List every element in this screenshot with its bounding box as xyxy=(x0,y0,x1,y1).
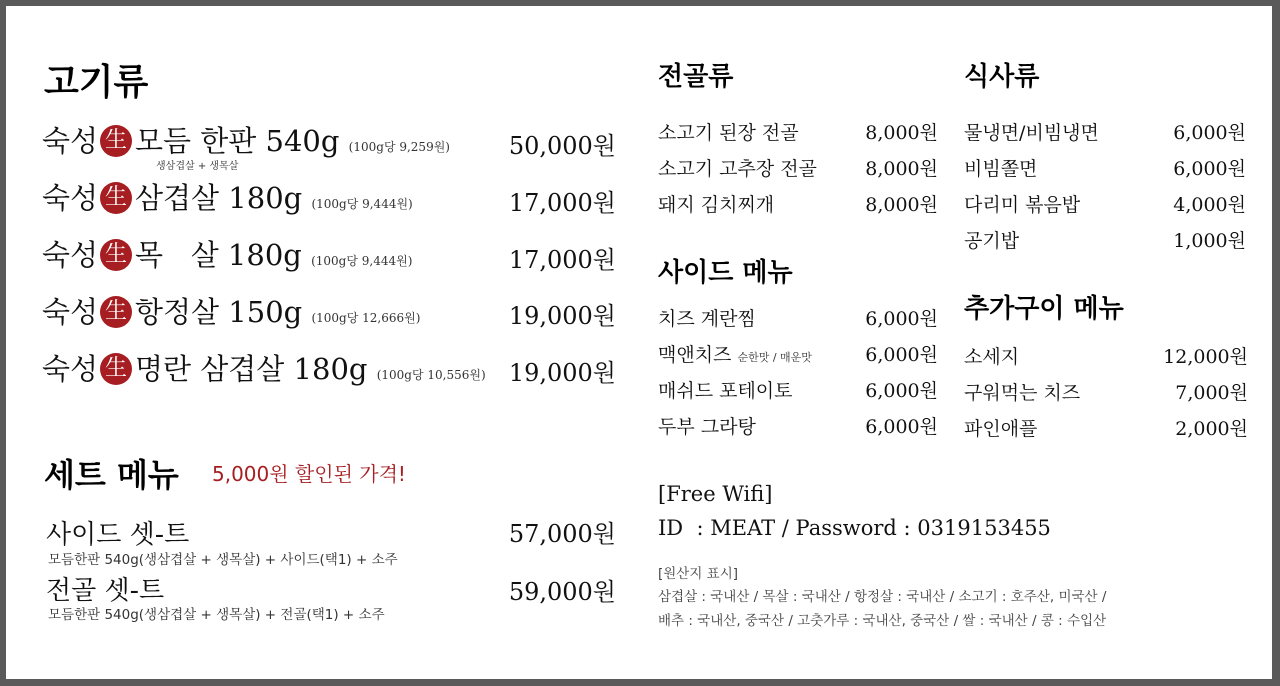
meal-item-price: 4,000원 xyxy=(1173,194,1246,216)
meat-item-3 xyxy=(42,233,412,274)
extra-item-name: 구워먹는 치즈 xyxy=(964,382,1081,404)
origin-heading: [원산지 표시] xyxy=(658,566,739,582)
meat-item-prefix: 숙성 xyxy=(42,181,99,215)
saeng-badge-icon: 生 xyxy=(100,182,132,214)
extra-section-title: 추가구이 메뉴 xyxy=(964,294,1124,324)
meat-item-name: 목 살 180g xyxy=(135,238,302,272)
stew-section-title: 전골류 xyxy=(658,62,734,92)
stew-item-name: 돼지 김치찌개 xyxy=(658,194,775,216)
set-item-name: 사이드 셋-트 xyxy=(46,520,190,550)
meat-item-price: 19,000원 xyxy=(508,302,616,330)
set-discount-note: 5,000원 할인된 가격! xyxy=(212,462,406,486)
stew-item-price: 8,000원 xyxy=(865,158,938,180)
meat-item-4 xyxy=(42,290,420,331)
side-item-name: 치즈 계란찜 xyxy=(658,308,756,330)
stew-item-price: 8,000원 xyxy=(865,122,938,144)
meal-item-price: 6,000원 xyxy=(1173,158,1246,180)
meal-item-price: 6,000원 xyxy=(1173,122,1246,144)
wifi-heading: [Free Wifi] xyxy=(658,482,773,506)
side-item-note: 순한맛 / 매운맛 xyxy=(737,351,812,364)
meat-item-5 xyxy=(42,347,486,388)
side-item-price: 6,000원 xyxy=(865,344,938,366)
meal-item-name: 공기밥 xyxy=(964,230,1020,252)
wifi-credentials: ID : MEAT / Password : 0319153455 xyxy=(658,516,1051,540)
extra-item-price: 12,000원 xyxy=(1163,346,1248,368)
meal-item-name: 다리미 볶음밥 xyxy=(964,194,1081,216)
meat-item-per100: (100g당 10,556원) xyxy=(376,368,486,382)
meat-item-per100: (100g당 9,259원) xyxy=(348,140,450,154)
side-item-name: 맥앤치즈 xyxy=(658,344,732,366)
meat-item-name: 명란 삼겹살 180g xyxy=(135,352,368,386)
extra-item-name: 소세지 xyxy=(964,346,1020,368)
meal-item-name: 물냉면/비빔냉면 xyxy=(964,122,1099,144)
meat-item-prefix: 숙성 xyxy=(42,352,99,386)
meat-item-2 xyxy=(42,176,413,217)
set-item-price: 59,000원 xyxy=(508,578,616,606)
meat-item-price: 17,000원 xyxy=(508,189,616,217)
meat-item-per100: (100g당 9,444원) xyxy=(311,254,413,268)
side-item-price: 6,000원 xyxy=(865,416,938,438)
meat-item-prefix: 숙성 xyxy=(42,124,99,158)
meat-item-1 xyxy=(42,119,450,160)
set-item-price: 57,000원 xyxy=(508,520,616,548)
meat-item-prefix: 숙성 xyxy=(42,238,99,272)
meal-item-price: 1,000원 xyxy=(1173,230,1246,252)
extra-item-name: 파인애플 xyxy=(964,418,1038,440)
set-item-desc: 모듬한판 540g(생삼겹살 + 생목살) + 사이드(택1) + 소주 xyxy=(48,552,398,568)
set-item-name: 전골 셋-트 xyxy=(46,576,165,606)
meat-item-price: 50,000원 xyxy=(508,132,616,160)
saeng-badge-icon: 生 xyxy=(100,353,132,385)
meat-item-per100: (100g당 12,666원) xyxy=(311,311,421,325)
meat-item-name: 항정살 150g xyxy=(135,295,303,329)
saeng-badge-icon: 生 xyxy=(100,239,132,271)
meat-item-note: 생삼겹살 + 생목살 xyxy=(156,161,239,172)
meal-section-title: 식사류 xyxy=(964,62,1040,92)
menu-board xyxy=(6,6,1272,679)
stew-item-price: 8,000원 xyxy=(865,194,938,216)
stew-item-name: 소고기 고추장 전골 xyxy=(658,158,817,180)
side-section-title: 사이드 메뉴 xyxy=(658,258,793,288)
side-item-name: 두부 그라탕 xyxy=(658,416,756,438)
meat-item-name: 모듬 한판 540g xyxy=(135,124,340,158)
meal-item-name: 비빔쫄면 xyxy=(964,158,1038,180)
set-item-desc: 모듬한판 540g(생삼겹살 + 생목살) + 전골(택1) + 소주 xyxy=(48,607,385,623)
extra-item-price: 2,000원 xyxy=(1175,418,1248,440)
set-section-title: 세트 메뉴 xyxy=(44,456,179,494)
origin-line-2: 배추 : 국내산, 중국산 / 고춧가루 : 국내산, 중국산 / 쌀 : 국내산 / 콩 : 수입산 xyxy=(658,613,1107,629)
side-item-price: 6,000원 xyxy=(865,308,938,330)
extra-item-price: 7,000원 xyxy=(1175,382,1248,404)
side-item-price: 6,000원 xyxy=(865,380,938,402)
meat-item-prefix: 숙성 xyxy=(42,295,99,329)
side-item-name: 매쉬드 포테이토 xyxy=(658,380,793,402)
meat-item-price: 19,000원 xyxy=(508,359,616,387)
meat-section-title: 고기류 xyxy=(44,62,149,103)
saeng-badge-icon: 生 xyxy=(100,296,132,328)
side-item-2 xyxy=(658,340,812,367)
meat-item-name: 삼겹살 180g xyxy=(135,181,303,215)
meat-item-per100: (100g당 9,444원) xyxy=(311,197,413,211)
meat-item-price: 17,000원 xyxy=(508,246,616,274)
stew-item-name: 소고기 된장 전골 xyxy=(658,122,799,144)
origin-line-1: 삼겹살 : 국내산 / 목살 : 국내산 / 항정살 : 국내산 / 소고기 : 호주산, 미국산 / xyxy=(658,589,1107,605)
saeng-badge-icon: 生 xyxy=(100,125,132,157)
